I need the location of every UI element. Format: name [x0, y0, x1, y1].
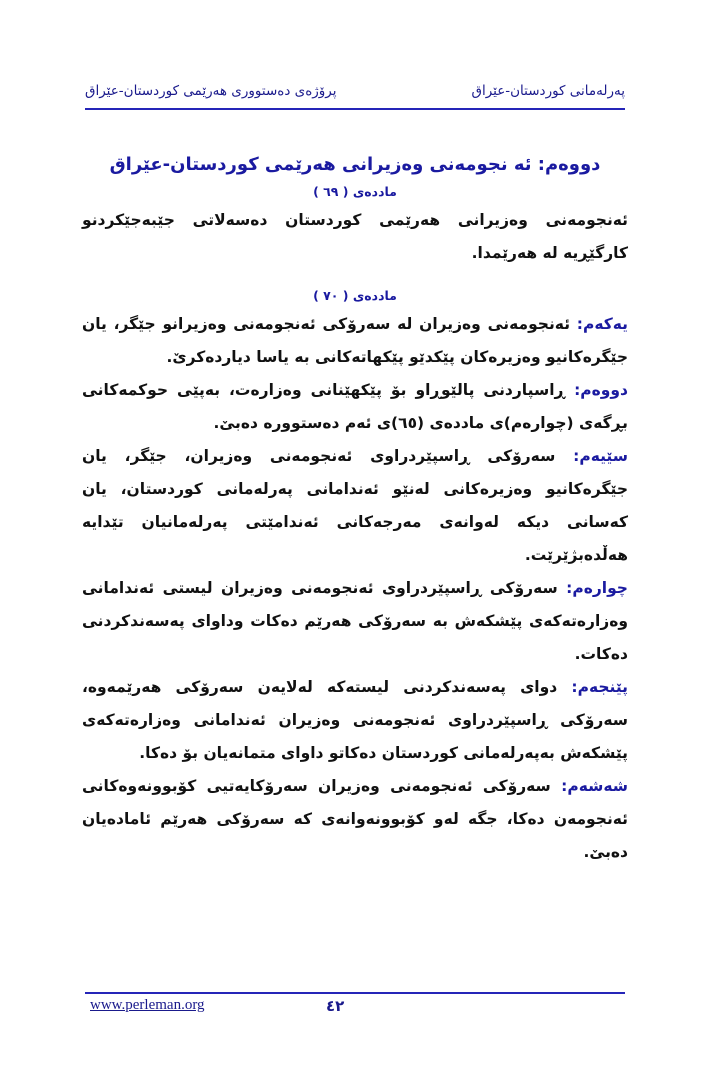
clause-fifth: [82, 671, 628, 770]
clause-fourth: [82, 572, 628, 671]
section-title: دووەم: ئە نجومەنی وەزیرانی هەرێمی كوردستان-عێراق: [109, 154, 601, 175]
clause-third: [82, 440, 628, 572]
clause-label: یەكەم:: [576, 315, 628, 333]
clause-text: سەرۆكی ئەنجومەنی وەزیران سەرۆكایەتیی كۆبوونەوەكانی ئەنجومەن دەكا، جگە لەو كۆبوونەوانەی كە سەرۆكی هەرێم ئامادەیان دەبێ.: [82, 777, 628, 861]
clause-text: سەرۆكی ڕاسپێردراوی ئەنجومەنی وەزیران لیستی ئەندامانی وەزارەتەكەی پێشكەش بە سەرۆكی هەرێم دەكات وداوای پەسەندكردنی دەكات.: [82, 579, 628, 663]
header-divider: [85, 108, 625, 110]
page-header: [85, 78, 625, 104]
clause-first: [82, 308, 628, 374]
header-document-title: پرۆژەی دەستووری هەرێمی كوردستان-عێراق: [85, 83, 337, 99]
article-70-title: ماددەی ( ٧٠ ): [313, 288, 397, 303]
article-69-text: ئەنجومەنی وەزیرانی هەرێمی كوردستان دەسەلاتی جێبەجێكردنو كارگێڕیە لە هەرێمدا.: [82, 211, 628, 262]
footer-divider: [85, 992, 625, 994]
header-parliament-title: پەرلەمانی كوردستان-عێراق: [471, 83, 625, 99]
clause-second: [82, 374, 628, 440]
website-link[interactable]: www.perleman.org: [90, 997, 205, 1013]
clause-text: ڕاسپاردنی پالێوڕاو بۆ پێكهێنانی وەزارەت، بەپێی حوكمەكانی بڕگەی (چوارەم)ی ماددەی (٦٥)ی ئەم دەستوورە دەبێ.: [82, 381, 628, 432]
clause-label: شەشەم:: [561, 777, 628, 795]
clause-label: پێنجەم:: [571, 678, 628, 696]
clause-text: سەرۆكی ڕاسپێردراوی ئەنجومەنی وەزیران، جێگر، یان جێگرەكانیو وەزیرەكانی لەنێو ئەندامانی پەرلەمانی كوردستان، یان كەسانی دیكە لەوانەی مەرجەكانی ئەندامێتی پەرلەمانیان تێدایە هەڵدەبژێرێت.: [82, 447, 628, 564]
clause-label: چوارەم:: [566, 579, 628, 597]
page-number: ٤٢: [326, 997, 345, 1015]
clause-sixth: [82, 770, 628, 869]
clause-text: دوای پەسەندكردنی لیستەكە لەلایەن سەرۆكی هەرێمەوە، سەرۆكی ڕاسپێردراوی ئەنجومەنی وەزیران ئەندامانی وەزارەتەكەی پێشكەش بەپەرلەمانی كوردستان دەكاتو داوای متمانەیان بۆ دەكا.: [82, 678, 628, 762]
page-body: [82, 150, 628, 869]
clause-label: سێیەم:: [573, 447, 628, 465]
clause-text: ئەنجومەنی وەزیران لە سەرۆكی ئەنجومەنی وەزیرانو جێگر، یان جێگرەكانیو وەزیرەكان پێكدێو پێكهاتەكانی بە یاسا دیاردەكرێ.: [82, 315, 628, 366]
clause-label: دووەم:: [574, 381, 628, 399]
article-69-title: ماددەی ( ٦٩ ): [313, 184, 397, 199]
